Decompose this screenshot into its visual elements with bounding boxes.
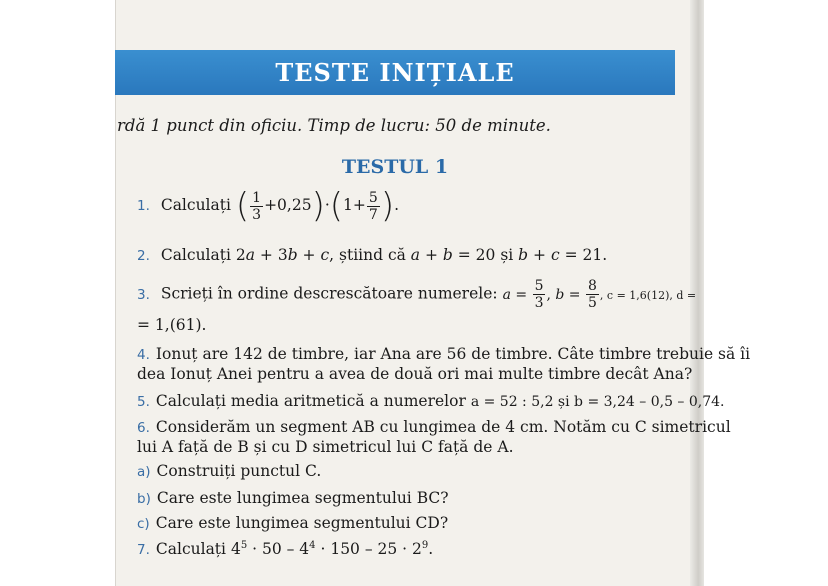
expression-7: $4^5 \cdot 50 - 4^4 \cdot 150 - 25 \cdot 2^9$. bbox=[230, 540, 434, 559]
exercise-6c: c) Care este lungimea segmentului CD? bbox=[137, 514, 449, 532]
exercise-number: 6. bbox=[137, 420, 150, 436]
exercise-5: 5. Calculați media aritmetică a numerelor a = 52 : 5,2 și b = 3,24 – 0,5 – 0,74. bbox=[137, 392, 725, 410]
exercise-7: 7. Calculați $4^5 \cdot 50 - 4^4 \cdot 150 - 25 \cdot 2^9$. bbox=[137, 540, 434, 559]
exercise-text: Calculați bbox=[160, 196, 231, 214]
title-banner bbox=[115, 50, 675, 95]
exercise-4-line-1: 4. Ionuț are 142 de timbre, iar Ana are 56 de timbre. Câte timbre trebuie să îi bbox=[137, 345, 751, 363]
page-title: TESTE INIȚIALE bbox=[275, 58, 515, 87]
instructions-text: rdă 1 punct din oficiu. Timp de lucru: 50 de minute. bbox=[117, 116, 551, 135]
exercise-text: Scrieți în ordine descrescătoare numerele: bbox=[160, 284, 498, 303]
expression-1: ( $\frac{1}{3}$ +0,25)·(1+ $\frac{5}{7}$ ). bbox=[235, 186, 400, 226]
exercise-number: 1. bbox=[137, 198, 150, 214]
exercise-number: 4. bbox=[137, 347, 150, 363]
exercise-number: 3. bbox=[137, 286, 150, 303]
exercise-number: 7. bbox=[137, 542, 150, 559]
exercise-number: 5. bbox=[137, 394, 150, 410]
expression-3: a = $\frac{5}{3}$ , b = $\frac{8}{5}$ , c = 1,6(12), d = bbox=[502, 278, 697, 311]
exercise-number: 2. bbox=[137, 248, 150, 264]
exercise-6-line-1: 6. Considerăm un segment AB cu lungimea de 4 cm. Notăm cu C simetricul bbox=[137, 418, 731, 436]
exercise-6a: a) Construiți punctul C. bbox=[137, 462, 322, 480]
exercise-6-line-2: lui A față de B și cu D simetricul lui C față de A. bbox=[137, 438, 514, 456]
exercise-2: 2. Calculați 2a + 3b + c, știind că a + b = 20 și b + c = 21. bbox=[137, 246, 608, 264]
exercise-4-line-2: dea Ionuț Anei pentru a avea de două ori mai multe timbre decât Ana? bbox=[137, 365, 693, 383]
test-title: TESTUL 1 bbox=[341, 156, 449, 178]
exercise-1 bbox=[137, 186, 399, 226]
exercise-3-continued: = 1,(61). bbox=[137, 316, 207, 334]
exercise-6b: b) Care este lungimea segmentului BC? bbox=[137, 489, 449, 507]
exercise-3 bbox=[137, 278, 696, 311]
